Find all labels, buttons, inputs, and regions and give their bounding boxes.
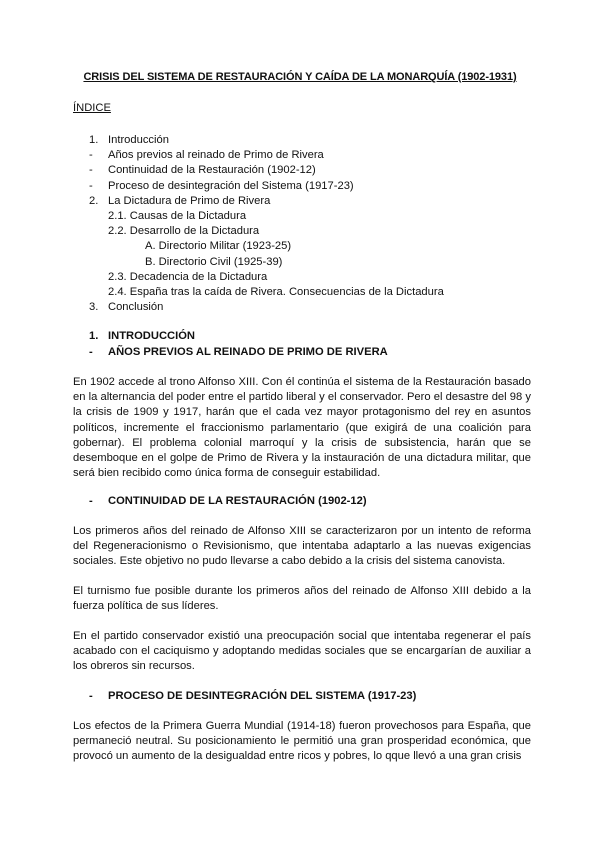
toc-item [0,255,600,270]
toc-text: A. Directorio Militar (1923-25) [145,240,292,253]
toc-item [0,209,600,224]
toc-text: Continuidad de la Restauración (1902-12) [108,164,316,177]
heading-marker: 1. [89,330,99,342]
paragraph: Los efectos de la Primera Guerra Mundial (1914-18) fueron provechosos para España, que permaneció neutral. Su posicionamiento le permitió una gran prosperidad económica, que provocó un aumento de la desigualdad entre ricos y pobres, lo qque llevó a una gran crisis [73,720,531,763]
toc-marker: 3. [89,301,99,314]
paragraph: En el partido conservador existió una preocupación social que intentaba regenerar el país acabado con el caciquismo y adoptando medidas sociales que se encargarían de auxiliar a los obreros sin recursos. [73,630,531,673]
toc-text: 2.3. Decadencia de la Dictadura [108,270,268,283]
section-heading-introduccion [0,329,600,344]
toc-text: 2.2. Desarrollo de la Dictadura [108,225,260,238]
toc-item [0,239,600,254]
toc-text: Años previos al reinado de Primo de Rivera [108,149,324,162]
heading-text: AÑOS PREVIOS AL REINADO DE PRIMO DE RIVERA [108,346,388,358]
heading-text: INTRODUCCIÓN [108,330,196,342]
toc-text: 2.1. Causas de la Dictadura [108,209,247,222]
toc-marker: 2. [89,194,99,207]
heading-text: PROCESO DE DESINTEGRACIÓN DEL SISTEMA (1917-23) [108,690,417,702]
section-heading-anos-previos [0,345,600,360]
document-title: CRISIS DEL SISTEMA DE RESTAURACIÓN Y CAÍDA DE LA MONARQUÍA (1902-1931) [83,71,517,83]
paragraph: El turnismo fue posible durante los primeros años del reinado de Alfonso XIII debido a la fuerza política de sus líderes. [73,585,531,613]
paragraph: Los primeros años del reinado de Alfonso XIII se caracterizaron por un intento de reforma del Regeneracionismo o Revisionismo, que intentaba adaptarlo a las nuevas exigencias sociales. Este objetivo no pudo llevarse a cabo debido a la crisis del sistema canovista. [73,525,531,568]
table-of-contents [0,133,600,315]
toc-item [0,224,600,239]
toc-marker: - [89,149,93,162]
index-heading: ÍNDICE [73,102,111,114]
toc-item [0,270,600,285]
toc-item [0,179,600,194]
toc-text: Proceso de desintegración del Sistema (1917-23) [108,179,354,192]
toc-marker: - [89,164,93,177]
section-heading-proceso [0,689,600,704]
toc-item [0,133,600,148]
toc-text: Conclusión [108,301,164,314]
toc-marker: 1. [89,134,99,146]
paragraph: En 1902 accede al trono Alfonso XIII. Con él continúa el sistema de la Restauración basado en la alternancia del poder entre el partido liberal y el conservador. Pero el desastre del 98 y la crisis de 1909 y 1917, harán que el cada vez mayor protagonismo del rey en asuntos políticos, incremente el fraccionismo parlamentario (que exigirá de una coalición para gobernar). El problema colonial marroquí y la crisis de subsistencia, harán que se desemboque en el golpe de Primo de Rivera y la instauración de una dictadura militar, que será bien recibido como única forma de conseguir estabilidad. [73,376,531,480]
toc-text: Introducción [108,134,169,146]
toc-item [0,285,600,300]
toc-marker: - [89,179,93,192]
heading-marker: - [89,346,93,358]
toc-text: La Dictadura de Primo de Rivera [108,194,271,207]
heading-text: CONTINUIDAD DE LA RESTAURACIÓN (1902-12) [108,495,367,507]
toc-item [0,148,600,163]
heading-marker: - [89,495,93,507]
toc-item [0,163,600,178]
heading-marker: - [89,690,93,702]
section-heading-continuidad [0,494,600,509]
toc-text: 2.4. España tras la caída de Rivera. Consecuencias de la Dictadura [108,285,444,298]
toc-item [0,300,600,315]
toc-text: B. Directorio Civil (1925-39) [145,255,283,268]
toc-item [0,194,600,209]
